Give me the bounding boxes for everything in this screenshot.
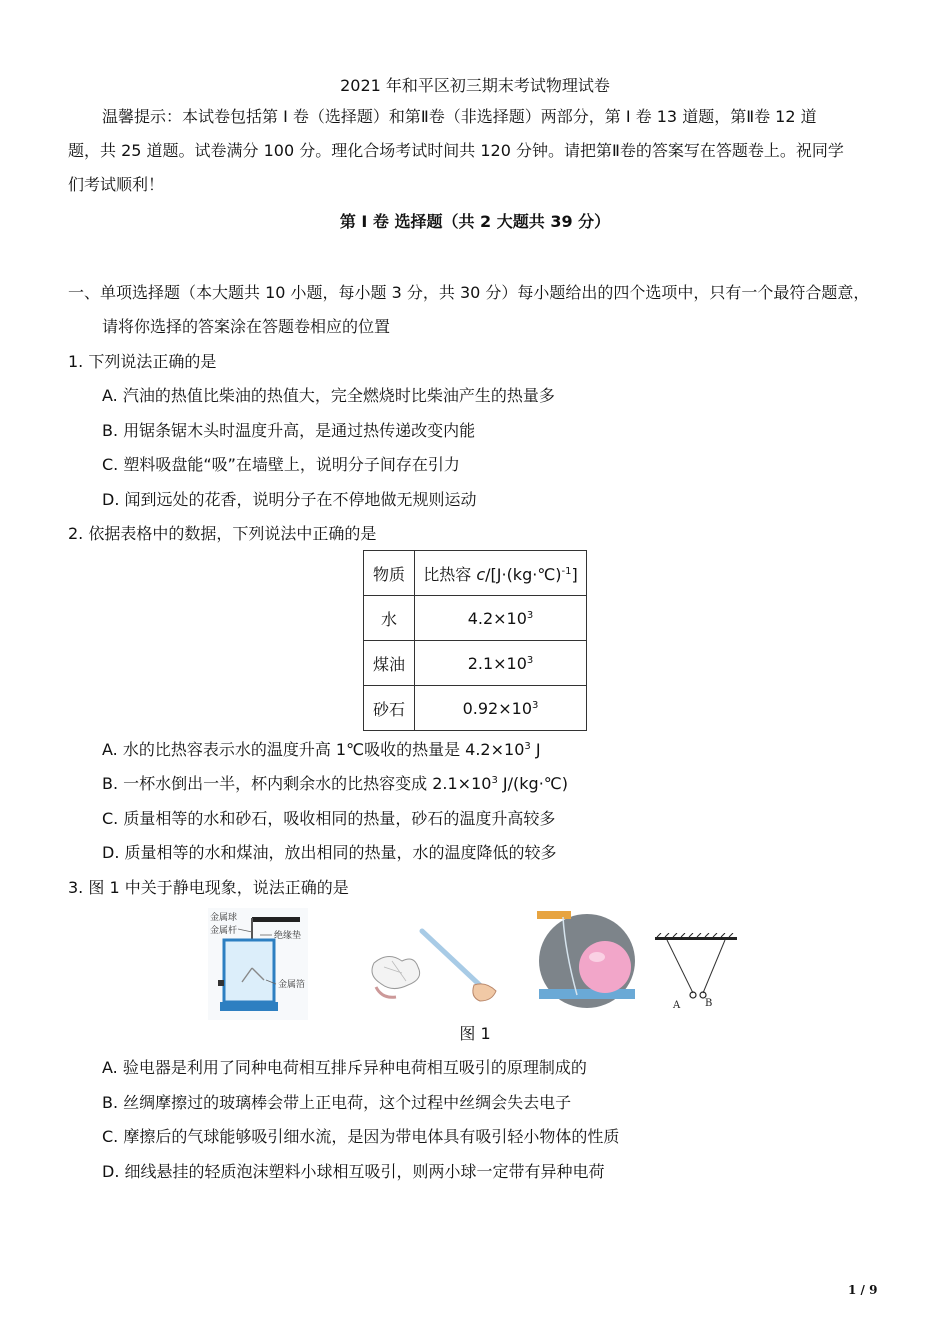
label-insulating-pad: 绝缘垫 bbox=[274, 931, 302, 941]
table-row bbox=[364, 686, 587, 731]
instructions-line-3: 们考试顺利！ bbox=[68, 175, 165, 194]
value-base: 4.2×10 bbox=[467, 608, 527, 628]
option-b-unit: J/(kg·℃) bbox=[497, 774, 568, 793]
question-3-option-b: B. 丝绸摩擦过的玻璃棒会带上正电荷，这个过程中丝绸会失去电子 bbox=[102, 1093, 572, 1112]
question-3-option-a: A. 验电器是利用了同种电荷相互排斥异种电荷相互吸引的原理制成的 bbox=[102, 1058, 587, 1077]
table-cell-value bbox=[415, 641, 587, 686]
question-2-option-d: D. 质量相等的水和煤油，放出相同的热量，水的温度降低的较多 bbox=[102, 843, 557, 862]
header-c-var: c bbox=[476, 564, 486, 584]
label-metal-rod: 金属杆 bbox=[210, 926, 238, 936]
section-one-heading: 一、单项选择题（本大题共 10 小题，每小题 3 分，共 30 分）每小题给出的四个选项中，只有一个最符合题意， bbox=[68, 283, 870, 302]
question-3-option-c: C. 摩擦后的气球能够吸引细水流，是因为带电体具有吸引轻小物体的性质 bbox=[102, 1127, 620, 1146]
table-cell-value bbox=[415, 596, 587, 641]
label-ball-a: A bbox=[673, 1000, 681, 1011]
section-one-instruction: 请将你选择的答案涂在答题卷相应的位置 bbox=[102, 317, 391, 336]
option-a-text: A. 水的比热容表示水的温度升高 1℃吸收的热量是 4.2×10 bbox=[102, 740, 525, 759]
question-2-option-a bbox=[102, 737, 541, 760]
question-2-stem: 2. 依据表格中的数据，下列说法中正确的是 bbox=[68, 524, 377, 543]
balloon-water-figure bbox=[537, 911, 637, 1009]
label-metal-ball: 金属球 bbox=[210, 913, 238, 923]
value-base: 2.1×10 bbox=[467, 653, 527, 673]
hanging-balls-figure bbox=[653, 933, 739, 1013]
page-number: 1 / 9 bbox=[848, 1283, 878, 1297]
table-cell-substance: 煤油 bbox=[364, 641, 415, 686]
table-cell-value bbox=[415, 686, 587, 731]
question-1-option-a: A. 汽油的热值比柴油的热值大，完全燃烧时比柴油产生的热量多 bbox=[102, 386, 555, 405]
label-ball-b: B bbox=[705, 998, 713, 1009]
table-header-substance: 物质 bbox=[364, 551, 415, 596]
figure-1-caption: 图 1 bbox=[459, 1024, 491, 1043]
instructions bbox=[68, 100, 888, 202]
value-exp: 3 bbox=[526, 609, 534, 621]
question-1-option-d: D. 闻到远处的花香，说明分子在不停地做无规则运动 bbox=[102, 490, 477, 509]
table-row bbox=[364, 641, 587, 686]
exam-title: 2021 年和平区初三期末考试物理试卷 bbox=[340, 76, 610, 95]
table-header-row bbox=[364, 551, 587, 596]
specific-heat-table bbox=[363, 550, 587, 731]
question-1-option-b: B. 用锯条锯木头时温度升高，是通过热传递改变内能 bbox=[102, 421, 476, 440]
option-a-unit: J bbox=[530, 740, 541, 759]
option-a-exp: 3 bbox=[524, 741, 531, 752]
value-exp: 3 bbox=[532, 699, 539, 711]
instructions-line-2: 题，共 25 道题。试卷满分 100 分。理化合场考试时间共 120 分钟。请把第Ⅱ卷的答案写在答题卷上。祝同学 bbox=[68, 141, 844, 160]
value-exp: 3 bbox=[526, 654, 534, 666]
glass-rod-silk-figure bbox=[362, 911, 500, 1005]
header-c-close: ] bbox=[571, 564, 578, 584]
header-c-exp: -1 bbox=[561, 565, 572, 577]
table-cell-substance: 水 bbox=[364, 596, 415, 641]
instructions-line-1: 温馨提示：本试卷包括第 I 卷（选择题）和第Ⅱ卷（非选择题）两部分，第 I 卷 13 道题，第Ⅱ卷 12 道 bbox=[102, 107, 817, 126]
header-c-unit: /[J·(kg·℃) bbox=[485, 564, 562, 584]
part-one-title: 第 I 卷 选择题（共 2 大题共 39 分） bbox=[339, 212, 611, 231]
label-metal-foil: 金属箔 bbox=[278, 980, 306, 990]
question-3-option-d: D. 细线悬挂的轻质泡沫塑料小球相互吸引，则两小球一定带有异种电荷 bbox=[102, 1162, 605, 1181]
question-1-stem: 1. 下列说法正确的是 bbox=[68, 352, 217, 371]
table-header-specific-heat bbox=[415, 551, 587, 596]
option-b-exp: 3 bbox=[491, 775, 498, 786]
question-1-option-c: C. 塑料吸盘能“吸”在墙壁上，说明分子间存在引力 bbox=[102, 455, 460, 474]
option-b-text: B. 一杯水倒出一半，杯内剩余水的比热容变成 2.1×10 bbox=[102, 774, 492, 793]
table-row bbox=[364, 596, 587, 641]
header-c-prefix: 比热容 bbox=[423, 564, 477, 584]
table-cell-substance: 砂石 bbox=[364, 686, 415, 731]
value-base: 0.92×10 bbox=[462, 698, 532, 718]
question-2-option-c: C. 质量相等的水和砂石，吸收相同的热量，砂石的温度升高较多 bbox=[102, 809, 556, 828]
electroscope-figure bbox=[208, 908, 308, 1020]
question-3-stem: 3. 图 1 中关于静电现象，说法正确的是 bbox=[68, 878, 349, 897]
question-2-option-b bbox=[102, 771, 568, 794]
